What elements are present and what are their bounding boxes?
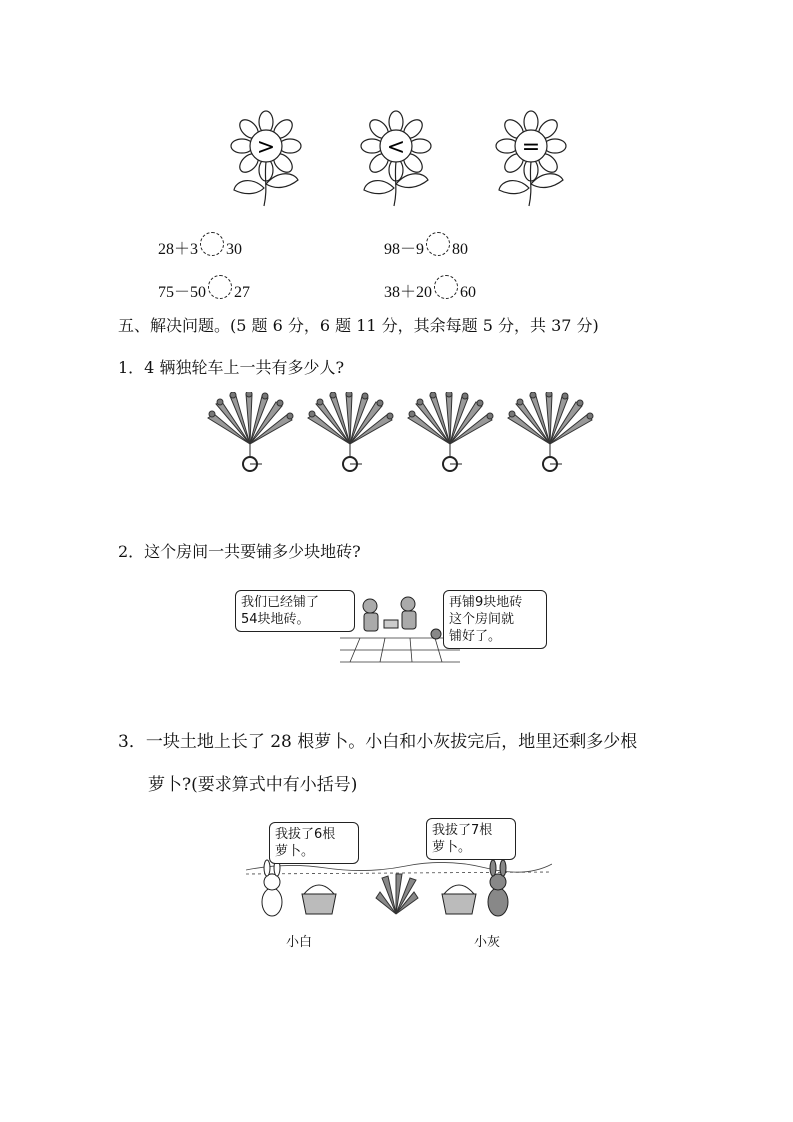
basket-left (302, 885, 336, 914)
speech-bubble-xiaobai (269, 822, 359, 864)
answer-circle[interactable] (434, 275, 458, 299)
speech-bubble-xiaohui (426, 818, 516, 860)
bubble-line: 54块地砖。 (241, 612, 310, 627)
rabbit-right (488, 860, 508, 916)
label-xiaohui: 小灰 (474, 935, 501, 950)
sunflower-less-than (356, 108, 436, 208)
comparison-2 (384, 236, 468, 262)
question-3-line-1: 3．一块土地上长了 28 根萝卜。小白和小灰拔完后，地里还剩多少根 (118, 732, 638, 752)
speech-bubble-left (235, 590, 355, 632)
comparison-right: 80 (452, 241, 469, 258)
unicycle-2 (308, 392, 393, 471)
unicycle-3 (408, 392, 493, 471)
comparison-left: 75－50 (158, 284, 207, 301)
question-2: 2．这个房间一共要铺多少块地砖? (118, 542, 361, 561)
comparison-1 (158, 236, 242, 262)
question-1: 1．4 辆独轮车上一共有多少人? (118, 358, 345, 377)
comparison-right: 30 (226, 241, 243, 258)
answer-circle[interactable] (426, 232, 450, 256)
flower-symbol: = (521, 135, 541, 160)
section-heading: 五、解决问题。(5 题 6 分，6 题 11 分，其余每题 5 分，共 37 分) (118, 316, 599, 335)
unicycle-illustrations (200, 392, 600, 474)
carrot-pile (376, 874, 418, 914)
comparison-3 (158, 279, 250, 305)
answer-circle[interactable] (200, 232, 224, 256)
basket-right (442, 885, 476, 914)
comparison-right: 27 (234, 284, 251, 301)
sunflower-equals (491, 108, 571, 208)
tiling-scene (340, 594, 460, 664)
sunflower-greater-than (226, 108, 306, 208)
rabbit-left (262, 860, 282, 916)
bubble-line: 再铺9块地砖 (449, 595, 523, 610)
speech-bubble-right (443, 590, 547, 649)
comparison-left: 38＋20 (384, 284, 433, 301)
unicycle-4 (508, 392, 593, 471)
carrot-field-scene (246, 858, 552, 930)
flower-symbol: < (386, 135, 406, 160)
unicycle-1 (208, 392, 293, 471)
comparison-right: 60 (460, 284, 477, 301)
bubble-line: 我拔了6根 (275, 827, 336, 842)
bubble-line: 我们已经铺了 (241, 595, 320, 610)
comparison-left: 98－9 (384, 241, 425, 258)
bubble-line: 萝卜。 (275, 844, 315, 859)
answer-circle[interactable] (208, 275, 232, 299)
comparison-left: 28＋3 (158, 241, 199, 258)
bubble-line: 我拔了7根 (432, 823, 493, 838)
question-3-line-2: 萝卜?(要求算式中有小括号) (148, 775, 358, 795)
comparison-4 (384, 279, 476, 305)
label-xiaobai: 小白 (286, 935, 313, 950)
flower-symbol: > (256, 135, 276, 160)
bubble-line: 这个房间就 (449, 612, 515, 627)
bubble-line: 铺好了。 (449, 629, 502, 644)
bubble-line: 萝卜。 (432, 840, 472, 855)
